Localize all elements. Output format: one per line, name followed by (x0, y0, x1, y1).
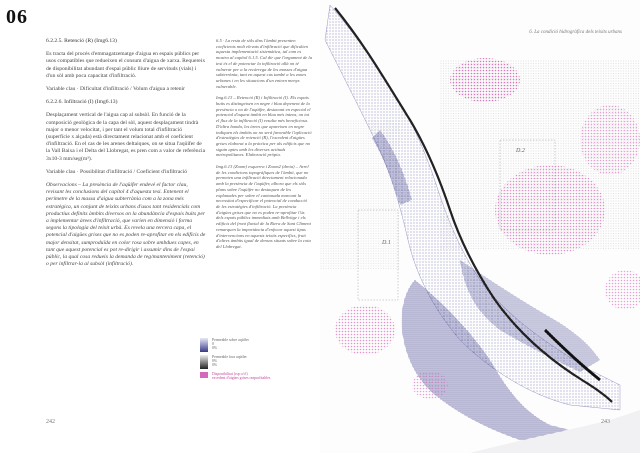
legend-value: 0 (212, 342, 214, 346)
observations-paragraph: Observacions – La presència de l'aqüífer endevé el factor clau, revisant les conclusions del capítol 4 d'aquesta tesi. Entenent el perímetre de la massa d'aigua subterrània com a la zona més estratègica, un conjunt de teixits urbans d'usos tant residencials com productius definits àmbits diversos on la abundància d'espais buits per a implementar àrees d'infiltració, que varien en dimensió i forma segons la tipologia del teixit urbà. Es revela una tercera capa, el potencial d'aigües grises que no es poden re-aprofitar en els edificis de major densitat, sumproduïda en color rosa sobre ambdues capes, en tant que aquest potencial es pot re-dirigir i assumir dins de l'espai públic, la qual cosa redueix la demanda de reg/manteniment (retenció) o per infiltrar-la al subsòl (infiltració). (46, 182, 206, 268)
section-heading-retention: 6.2.2.5. Retenció (R) (Img6.13) (46, 38, 117, 44)
section-heading-infiltration: 6.2.2.6. Infiltració (I) (Img6.13) (46, 99, 118, 106)
legend-value: 0% (212, 359, 218, 363)
greywater-zone (412, 371, 448, 399)
greywater-zone (495, 165, 605, 255)
footnote: 6.5 · La resta de sòls dins l'àmbit presenten coeficients molt elevats d'infiltració que dificulten aquesta implementació sistemàtica, tal com es mostra al capítol 6.1.5. Cal dir que l'argument de la tesi és el de potenciar la infiltració allà on té vulnerar per a la recàrrega de les masses d'aigua subterrània, tant en aquest cas també a les zones urbanes i en les situacions d'un entorn menys vulnerable. (216, 38, 313, 89)
page-number-right: 243 (601, 419, 610, 425)
section-body-infiltration: Desplaçament vertical de l'aigua cap al subsòl. En funció de la composició geològica de la capa del sòl, aquest desplaçament tindrà major o menor velocitat, i per tant el volum total d'infiltració (superfície x alçada) està directament relacionat amb el coeficient d'infiltració. En el cas de les arenes deltaiques, on se situa l'aqüífer de la Vall Baixa i el Delta del Llobregat, es pren com a valor de referència 3x10-3 mm/seg(m³). (46, 112, 206, 162)
legend-item-aquifer (200, 338, 300, 352)
image-caption-zoom: Img.6.13 (Zoom) esquerra i Zoom2 (dreta) – Arrel de les condicions topogràfiques de l'àmbit, que no permeten una infiltració directament relacionada amb la presència de l'aqüífer, alhora que els sòls plans sobre l'aqüífer no destaquen de les explanades per sobre el cantonada marcant la necessitat d'especificar el potencial de conducció de les estratègies d'infiltració. La presència d'aigües grises que no es poden re-aprofitar l'ús dels espais públics immediats amb Bellvitge i els edificis del front fluvial de la Riera de Sant Climent remarquen la importància d'enfocar aquest tipus d'intervencions en aquests teixits específics, fruit d'altres àmbits igual de densos situats sobre la cota del Llobregat. (216, 164, 311, 249)
key-variable-infiltration: Variable clau · Possibilitat d'infiltració / Coeficient d'infiltració (46, 168, 188, 175)
map-label-d1: D.1 (382, 240, 391, 246)
territory-map (320, 0, 640, 453)
greywater-zone (580, 105, 640, 175)
legend-sublabel-greywater: excedent d'aigües grises reaprofitables (212, 376, 271, 380)
legend-label-greywater: Disponibilitat (rsp o/cl) (212, 372, 248, 376)
legend-swatch-gray (200, 355, 208, 369)
legend-swatch-pink (200, 372, 208, 378)
main-text-column (46, 38, 206, 274)
chapter-number: 06 (6, 6, 28, 28)
map-legend (200, 338, 300, 383)
map-label-d2: D.2 (516, 148, 525, 154)
greywater-zone (335, 305, 395, 355)
legend-label-non-aquifer: Permeable fora aqüífer (212, 355, 247, 359)
greywater-zone (450, 58, 520, 102)
legend-value: 0% (212, 363, 218, 367)
legend-label-aquifer: Permeable sobre aqüífer (212, 338, 249, 342)
legend-swatch-blue (200, 338, 208, 352)
section-body-retention: Es tracta del procés d'emmagatzematge d'aigua en espais públics per usos compatibles que redueixen el consum d'aigua de xarxa. Requereix de disponibilitat abundant d'espai públic lliure de servituds (vials) i d'un sòl amb poca capacitat d'infiltració. (46, 51, 206, 79)
legend-value: 0% (212, 346, 218, 350)
legend-item-non-aquifer (200, 355, 300, 369)
greywater-zone (605, 270, 640, 310)
page-number-left: 242 (46, 419, 55, 425)
map-title: 6. La condició hidrogràfica dels teixits urbans (529, 30, 622, 35)
key-variable-retention: Variable clau · Dificultat d'infiltració / Volum d'aigua a retenir (46, 86, 185, 93)
image-caption: Img.6.13 – Retenció (R) i Infiltració (I). Els espais buits es distingeixen en negre i blau depenent de la presència o no de l'aqüífer, destacant en especial el potencial d'aquest àmbit en blau més intens, on tot el flux de la infiltració (I) resulta més beneficiosa. D'altra banda, les àrees que apareixen en negre indiquen els àmbits on no serà favorable l'aplicació d'estratègies de retenció (R), l'excedent d'aigües grises elaborat a la pràctica per als edificis que no siguin aptes amb les diverses actituds metropolitanes. Elaboració pròpia. (216, 95, 312, 158)
notes-column (216, 38, 312, 256)
right-page (320, 0, 640, 453)
legend-item-greywater (200, 372, 300, 380)
